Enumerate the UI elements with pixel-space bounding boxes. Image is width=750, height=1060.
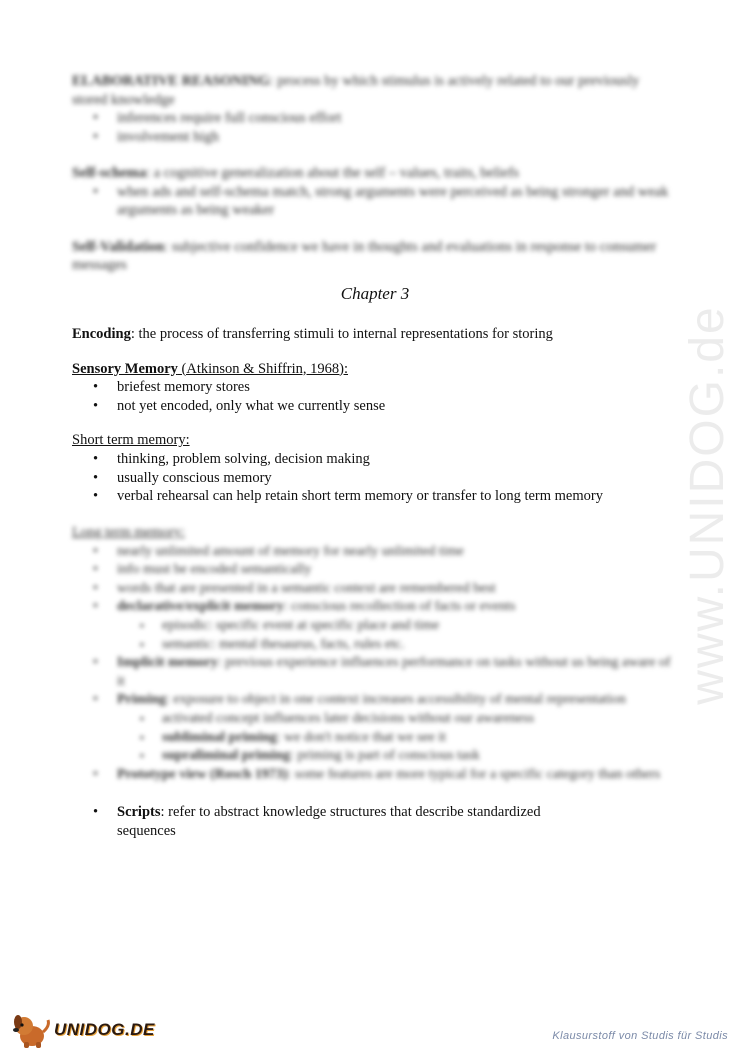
declarative-term: declarative/explicit memory [117, 599, 284, 615]
self-schema-paragraph [72, 164, 672, 183]
encoding-def: : the process of transferring stimuli to internal representations for storing [130, 326, 553, 342]
list-item: ▪ semantic: mental thesaurus, facts, rules etc. [162, 636, 672, 655]
self-schema-def: : a cognitive generalization about the self – values, traits, beliefs [146, 165, 519, 181]
encoding-paragraph [72, 325, 672, 344]
clear-section [72, 325, 672, 506]
scripts-section [72, 803, 572, 840]
list-item [117, 691, 672, 765]
prototype-term: Prototype view (Rosch 1973) [117, 766, 288, 782]
scripts-list [72, 803, 572, 840]
list-item: • verbal rehearsal can help retain short term memory or transfer to long term memory [117, 487, 672, 506]
list-item [162, 729, 672, 748]
sensory-memory-heading [72, 360, 672, 379]
list-item: • inferences require full conscious effort [117, 109, 672, 128]
implicit-def: : previous experience influences performance on tasks without us being aware of it [117, 655, 671, 689]
list-item [117, 803, 572, 840]
subliminal-def: : we don't notice that we see it [276, 729, 447, 745]
self-validation-paragraph [72, 238, 672, 275]
list-item: ▪ episodic: specific event at specific place and time [162, 617, 672, 636]
scripts-term: Scripts [117, 804, 161, 820]
list-item: ▪ activated concept influences later decisions without our awareness [162, 710, 672, 729]
encoding-term: Encoding [72, 326, 131, 342]
list-item [117, 598, 672, 654]
list-item [162, 747, 672, 766]
list-item: • involvement high [117, 128, 672, 147]
long-term-memory-heading: Long term memory: [72, 525, 185, 540]
list-item: • nearly unlimited amount of memory for nearly unlimited time [117, 543, 672, 562]
list-item: • thinking, problem solving, decision making [117, 450, 672, 469]
short-term-memory-list [72, 450, 672, 506]
list-item [117, 654, 672, 691]
list-item: • usually conscious memory [117, 469, 672, 488]
list-item: • words that are presented in a semantic context are remembered best [117, 580, 672, 599]
footer-tagline: Klausurstoff von Studis für Studis [552, 1030, 728, 1042]
self-validation-term: Self-Validation [72, 238, 165, 255]
declarative-sublist [117, 617, 672, 654]
list-item: • not yet encoded, only what we currently sense [117, 397, 672, 416]
supraliminal-def: : priming is part of conscious task [289, 748, 480, 764]
priming-def: : exposure to object in one context increases accessibility of mental representation [166, 692, 626, 708]
scripts-def: : refer to abstract knowledge structures that describe standardized sequences [117, 804, 541, 839]
watermark: www.UNIDOG.de [681, 305, 734, 705]
declarative-def: : conscious recollection of facts or events [283, 599, 516, 615]
subliminal-term: subliminal priming [162, 729, 277, 745]
prototype-def: : some features are more typical for a specific category than others [287, 766, 661, 782]
elaborative-reasoning-term: ELABORATIVE REASONING [72, 73, 270, 89]
self-validation-def: : subjective confidence we have in thoughts and evaluations in response to consumer messages [72, 238, 657, 273]
long-term-memory-section [72, 524, 672, 784]
self-schema-list [72, 183, 672, 220]
list-item [117, 766, 672, 785]
long-term-memory-list [72, 543, 672, 785]
priming-term: Priming [117, 692, 166, 708]
self-schema-term: Self-schema [72, 165, 147, 181]
priming-sublist [117, 710, 672, 766]
elaborative-reasoning-paragraph [72, 72, 672, 109]
list-item: • briefest memory stores [117, 378, 672, 397]
dog-mascot-icon [10, 1010, 52, 1050]
chapter-title: Chapter 3 [340, 284, 410, 303]
blurred-top-section [72, 72, 672, 275]
sensory-memory-list [72, 378, 672, 415]
supraliminal-term: supraliminal priming [162, 748, 290, 764]
elaborative-reasoning-def: : process by which stimulus is actively related to our previously stored knowledge [72, 73, 640, 108]
implicit-term: Implicit memory [117, 655, 218, 671]
list-item: • when ads and self-schema match, strong arguments were perceived as being stronger and weak arguments as being weaker [117, 183, 672, 220]
unidog-logo[interactable] [10, 1010, 170, 1050]
short-term-memory-heading: Short term memory: [72, 432, 190, 449]
list-item: • info must be encoded semantically [117, 561, 672, 580]
elaborative-reasoning-list [72, 109, 672, 146]
sensory-memory-citation: (Atkinson & Shiffrin, 1968): [177, 360, 349, 377]
sensory-memory-term: Sensory Memory [72, 360, 178, 377]
logo-text: UNIDOG.DE [54, 1020, 155, 1039]
